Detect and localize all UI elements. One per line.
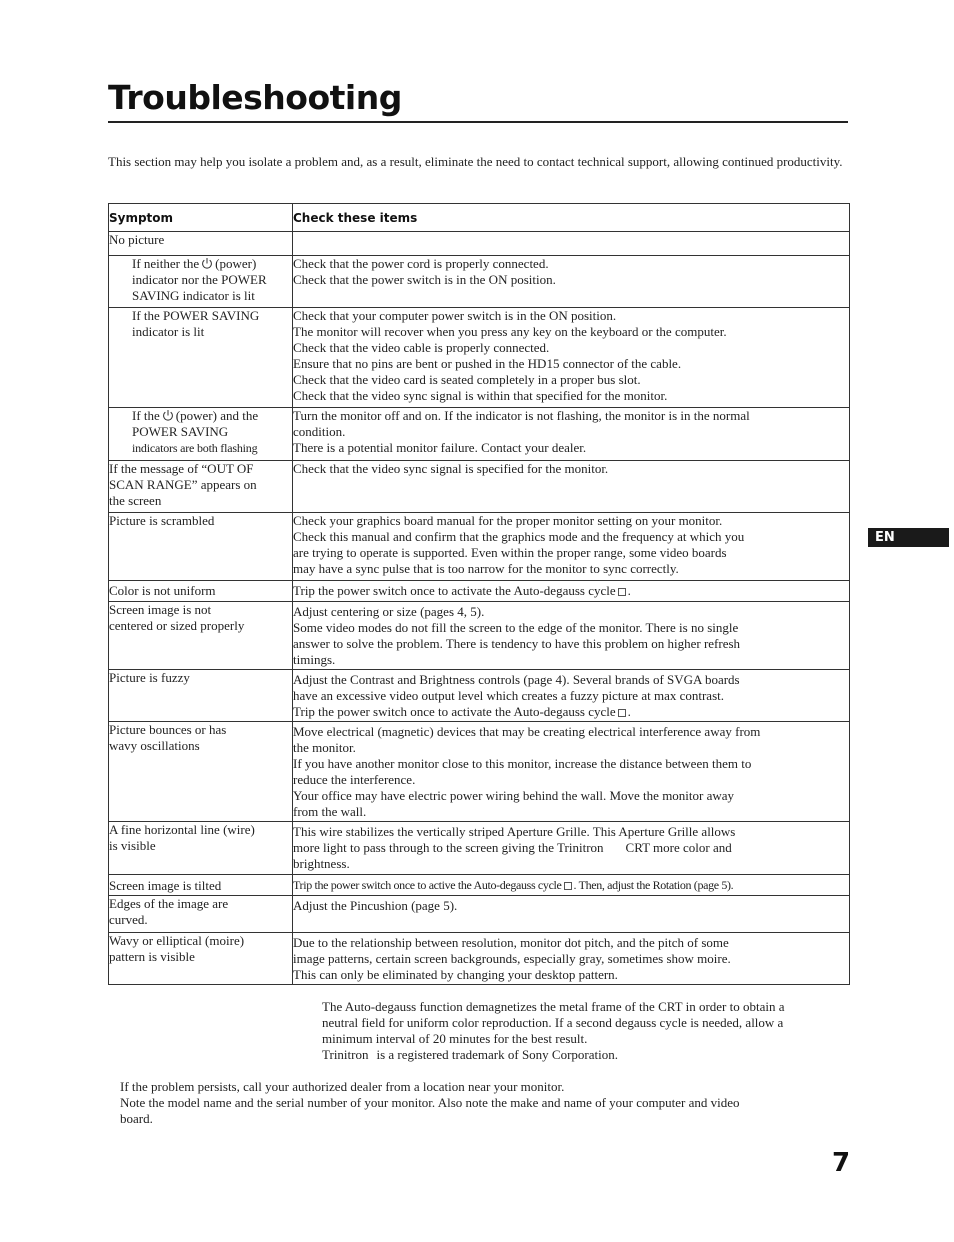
footnote-line: neutral field for uniform color reproduction. If a second degauss cycle is needed, allow a [322, 1015, 784, 1030]
check-line: brightness. [293, 856, 350, 871]
table-row [109, 461, 850, 513]
symptom-cell [109, 722, 293, 822]
symptom-text: If neither the [132, 256, 200, 271]
symptom-text: POWER SAVING [132, 424, 229, 439]
symptom-text: Screen image is tilted [109, 878, 222, 893]
check-line: If you have another monitor close to this monitor, increase the distance between them to [293, 756, 752, 771]
footer-line: Note the model name and the serial number of your monitor. Also note the make and name of your computer and video [120, 1095, 740, 1110]
check-line: Check this manual and confirm that the graphics mode and the frequency at which you [293, 529, 745, 544]
symptom-cell [109, 670, 293, 722]
table-row [109, 822, 850, 875]
footnote-line: is a registered trademark of Sony Corporation. [376, 1047, 618, 1062]
check-line: This wire stabilizes the vertically striped Aperture Grille. This Aperture Grille allows [293, 824, 736, 839]
symptom-cell [109, 308, 293, 408]
check-cell [293, 602, 850, 670]
check-cell: Trip the power switch once to activate the Auto-degauss cycle . [293, 581, 850, 602]
check-line: have an excessive video output level which creates a fuzzy picture at max contrast. [293, 688, 724, 703]
symptom-text: A fine horizontal line (wire) [109, 822, 255, 837]
check-line: Check that the power switch is in the ON position. [293, 272, 556, 287]
check-line: timings. [293, 652, 336, 667]
check-line: The monitor will recover when you press any key on the keyboard or the computer. [293, 324, 727, 339]
check-line: Trip the power switch once to activate the Auto-degauss cycle [293, 583, 616, 598]
symptom-cell [109, 602, 293, 670]
language-tab-en: EN [868, 528, 949, 547]
symptom-cell [109, 408, 293, 461]
symptom-text: Picture is scrambled [109, 513, 215, 528]
symptom-text: wavy oscillations [109, 738, 200, 753]
table-row [109, 670, 850, 722]
page-number: 7 [832, 1148, 851, 1178]
check-line: Turn the monitor off and on. If the indicator is not flashing, the monitor is in the normal [293, 408, 750, 423]
check-line: Adjust the Contrast and Brightness controls (page 4). Several brands of SVGA boards [293, 672, 740, 687]
power-icon [201, 257, 213, 270]
closing-paragraph [120, 1079, 825, 1127]
check-line: Adjust the Pincushion (page 5). [293, 898, 458, 913]
check-cell [293, 256, 850, 308]
table-row [109, 513, 850, 581]
check-line: This can only be eliminated by changing your desktop pattern. [293, 967, 618, 982]
check-line: Ensure that no pins are bent or pushed in the HD15 connector of the cable. [293, 356, 682, 371]
check-cell [293, 513, 850, 581]
footer-line: board. [120, 1111, 153, 1126]
check-line: Trip the power switch once to activate the Auto-degauss cycle [293, 704, 616, 719]
symptom-text: If the [132, 408, 160, 423]
symptom-cell [109, 875, 293, 896]
table-row [109, 308, 850, 408]
symptom-no-picture: No picture [109, 232, 293, 256]
check-line: more light to pass through to the screen giving the Trinitron [293, 840, 604, 855]
footnotes [322, 999, 842, 1063]
check-line: reduce the interference. [293, 772, 416, 787]
symptom-text: (power) [215, 256, 257, 271]
header-check-items: Check these items [293, 204, 850, 232]
symptom-cell [109, 896, 293, 933]
check-line: Check that the video card is seated completely in a proper bus slot. [293, 372, 641, 387]
page-title: Troubleshooting [108, 78, 402, 117]
footnote-line: minimum interval of 20 minutes for the best result. [322, 1031, 588, 1046]
table-row [109, 896, 850, 933]
symptom-cell [109, 933, 293, 985]
check-line: Check that your computer power switch is in the ON position. [293, 308, 617, 323]
check-cell [293, 822, 850, 875]
check-line: condition. [293, 424, 346, 439]
check-line: Some video modes do not fill the screen to the edge of the monitor. There is no single [293, 620, 739, 635]
check-line: Move electrical (magnetic) devices that may be creating electrical interference away from [293, 724, 761, 739]
symptom-text: Edges of the image are [109, 896, 229, 911]
check-line: Adjust centering or size (pages 4, 5). [293, 604, 485, 619]
table-row [109, 933, 850, 985]
symptom-text: SCAN RANGE” appears on [109, 477, 257, 492]
check-line: CRT more color and [625, 840, 732, 855]
check-line: the monitor. [293, 740, 356, 755]
check-cell [293, 461, 850, 513]
table-row [109, 875, 850, 896]
symptom-cell [109, 461, 293, 513]
symptom-cell [109, 822, 293, 875]
troubleshooting-table [108, 203, 850, 985]
symptom-text: Color is not uniform [109, 583, 216, 598]
check-line: answer to solve the problem. There is tendency to have this problem on higher refresh [293, 636, 741, 651]
check-line: are trying to operate is supported. Even within the proper range, some video boards [293, 545, 727, 560]
check-line: Check your graphics board manual for the proper monitor setting on your monitor. [293, 513, 723, 528]
check-cell [293, 875, 850, 896]
check-cell [293, 308, 850, 408]
table-row [109, 408, 850, 461]
check-line: Check that the power cord is properly connected. [293, 256, 549, 271]
check-line: may have a sync pulse that is too narrow for the monitor to sync correctly. [293, 561, 679, 576]
symptom-text: indicator nor the POWER [132, 272, 267, 287]
header-symptom: Symptom [109, 204, 293, 232]
symptom-cell [109, 581, 293, 602]
symptom-text: indicators are both flashing [132, 441, 258, 455]
footnote-line: The Auto-degauss function demagnetizes the metal frame of the CRT in order to obtain a [322, 999, 785, 1014]
symptom-text: Wavy or elliptical (moire) [109, 933, 245, 948]
check-line: Trip the power switch once to active the Auto-degauss cycle [293, 878, 562, 892]
symptom-text: pattern is visible [109, 949, 195, 964]
symptom-text: SAVING indicator is lit [132, 288, 255, 303]
symptom-text: curved. [109, 912, 148, 927]
intro-paragraph: This section may help you isolate a problem and, as a result, eliminate the need to contact technical support, allowing continued productivity. [108, 154, 843, 169]
symptom-text: If the message of “OUT OF [109, 461, 254, 476]
check-line: Check that the video sync signal is within that specified for the monitor. [293, 388, 668, 403]
footnote-box-icon [618, 588, 626, 596]
footer-line: If the problem persists, call your authorized dealer from a location near your monitor. [120, 1079, 565, 1094]
footnote-box-icon [618, 709, 626, 717]
symptom-text: (power) and the [175, 408, 259, 423]
check-line: Due to the relationship between resolution, monitor dot pitch, and the pitch of some [293, 935, 729, 950]
table-row [109, 581, 850, 602]
symptom-text: indicator is lit [132, 324, 205, 339]
check-line: . Then, adjust the Rotation (page 5). [573, 878, 734, 892]
power-icon [162, 409, 174, 422]
footnote-line: Trinitron [322, 1047, 369, 1062]
symptom-text: Screen image is not [109, 602, 212, 617]
check-line: Check that the video cable is properly connected. [293, 340, 550, 355]
symptom-text: centered or sized properly [109, 618, 245, 633]
title-rule [108, 121, 848, 123]
check-line: There is a potential monitor failure. Contact your dealer. [293, 440, 587, 455]
symptom-cell [109, 256, 293, 308]
check-line: image patterns, certain screen backgrounds, especially gray, sometimes show moire. [293, 951, 731, 966]
symptom-cell [109, 513, 293, 581]
check-cell [293, 408, 850, 461]
check-line: Check that the video sync signal is specified for the monitor. [293, 461, 609, 476]
check-cell [293, 896, 850, 933]
table-row [109, 256, 850, 308]
check-cell: Adjust the Contrast and Brightness controls (page 4). Several brands of SVGA boards have an excessive video output level which creates a fuzzy picture at max contrast. Trip the power switch once to activate the Auto-degauss cycle . [293, 670, 850, 722]
table-row [109, 602, 850, 670]
table-row [109, 722, 850, 822]
check-cell [293, 722, 850, 822]
symptom-text: Picture is fuzzy [109, 670, 190, 685]
table-header-row [109, 204, 850, 232]
symptom-text: If the POWER SAVING [132, 308, 260, 323]
table-row [109, 232, 850, 256]
symptom-text: the screen [109, 493, 162, 508]
check-line: from the wall. [293, 804, 367, 819]
check-cell [293, 933, 850, 985]
empty-cell [293, 232, 850, 256]
symptom-text: is visible [109, 838, 156, 853]
footnote-box-icon [564, 882, 572, 890]
symptom-text: Picture bounces or has [109, 722, 227, 737]
check-line: Your office may have electric power wiring behind the wall. Move the monitor away [293, 788, 735, 803]
